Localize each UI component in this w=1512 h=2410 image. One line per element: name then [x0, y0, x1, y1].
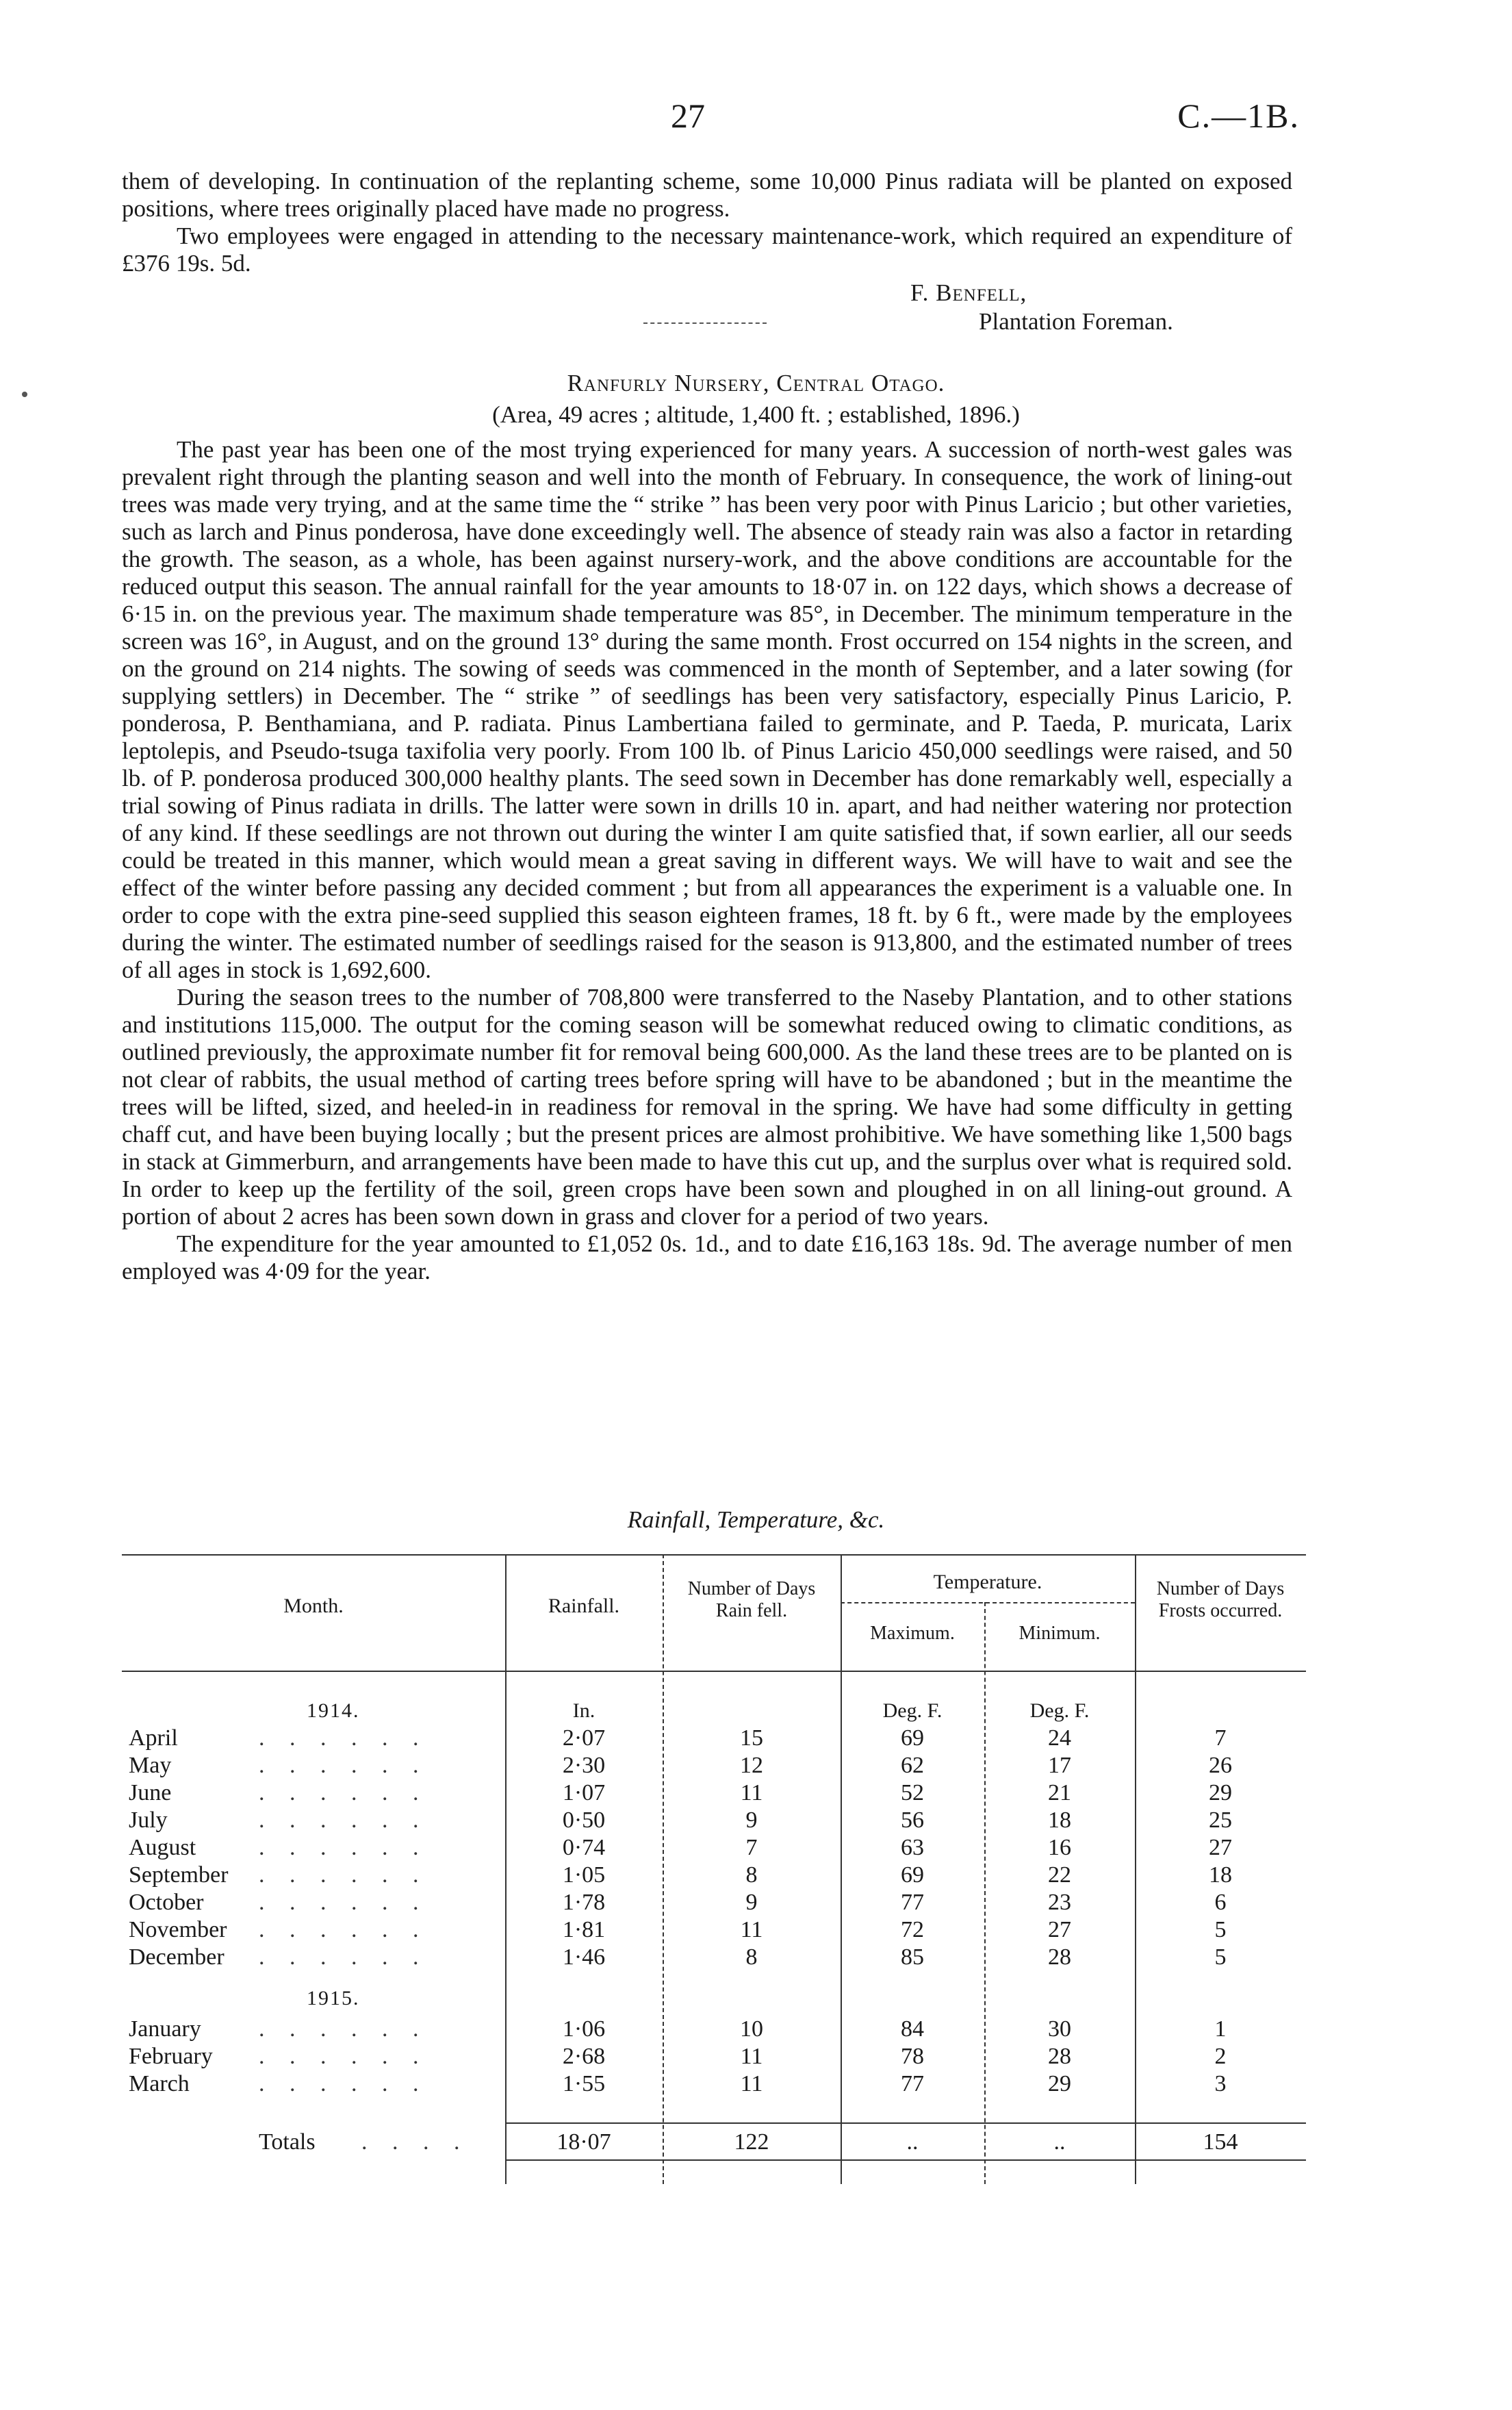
row-days: 11 [740, 2044, 763, 2069]
row-frosts: 27 [1209, 1835, 1232, 1860]
row-month: January [129, 2016, 201, 2042]
row-min: 18 [1048, 1808, 1071, 1833]
header-days-rain: Number of Days Rain fell. [687, 1578, 816, 1621]
row-month: August [129, 1835, 196, 1860]
row-max: 77 [901, 1890, 924, 1915]
row-frosts: 7 [1214, 1725, 1227, 1751]
row-max: 69 [901, 1862, 924, 1888]
row-max: 72 [901, 1917, 924, 1942]
row-month: July [129, 1808, 168, 1833]
row-month: March [129, 2071, 190, 2096]
row-min: 27 [1048, 1917, 1071, 1942]
unit-maximum: Deg. F. [882, 1699, 943, 1722]
row-frosts: 5 [1214, 1944, 1227, 1970]
row-max: 56 [901, 1808, 924, 1833]
totals-top-rule [505, 2122, 1306, 2124]
row-frosts: 3 [1214, 2071, 1227, 2096]
document-code: C.—1B. [1177, 97, 1300, 135]
row-rainfall: 0·74 [562, 1835, 606, 1860]
row-rainfall: 1·46 [562, 1944, 606, 1970]
row-days: 8 [745, 1862, 758, 1888]
row-month: June [129, 1780, 172, 1805]
row-leader: . . . . . . [259, 2044, 428, 2069]
row-frosts: 5 [1214, 1917, 1227, 1942]
header-month: Month. [283, 1595, 344, 1617]
row-min: 30 [1048, 2016, 1071, 2042]
unit-minimum: Deg. F. [1029, 1699, 1090, 1722]
row-frosts: 29 [1209, 1780, 1232, 1805]
row-min: 17 [1048, 1753, 1071, 1778]
row-leader: . . . . . . [259, 1944, 428, 1970]
table-top-rule [122, 1554, 1306, 1556]
row-month: February [129, 2044, 213, 2069]
row-days: 10 [740, 2016, 763, 2042]
row-min: 21 [1048, 1780, 1071, 1805]
row-min: 28 [1048, 1944, 1071, 1970]
row-max: 52 [901, 1780, 924, 1805]
row-month: September [129, 1862, 229, 1888]
row-max: 77 [901, 2071, 924, 2096]
row-leader: . . . . . . [259, 1753, 428, 1778]
intro-paragraph-1: them of developing. In continuation of the replanting scheme, some 10,000 Pinus radiata will be planted on exposed positions, where trees originally placed have made no progress. [122, 168, 1292, 222]
header-rainfall: Rainfall. [548, 1595, 620, 1617]
row-frosts: 2 [1214, 2044, 1227, 2069]
temperature-subrule [841, 1602, 1135, 1603]
section-paragraph-3: The expenditure for the year amounted to £1,052 0s. 1d., and to date £16,163 18s. 9d. The average number of men employed was 4·09 for the year. [122, 1230, 1292, 1284]
totals-rainfall: 18·07 [556, 2129, 611, 2155]
row-leader: . . . . . . [259, 2071, 428, 2096]
table-header-rule [122, 1671, 1306, 1672]
row-min: 16 [1048, 1835, 1071, 1860]
section-title: Ranfurly Nursery, Central Otago. [567, 370, 945, 396]
row-days: 11 [740, 1917, 763, 1942]
row-rainfall: 1·06 [562, 2016, 606, 2042]
row-rainfall: 2·68 [562, 2044, 606, 2069]
row-min: 22 [1048, 1862, 1071, 1888]
row-month: December [129, 1944, 225, 1970]
totals-days: 122 [734, 2129, 769, 2155]
header-maximum: Maximum. [870, 1623, 955, 1644]
row-min: 29 [1048, 2071, 1071, 2096]
row-month: May [129, 1753, 172, 1778]
row-max: 84 [901, 2016, 924, 2042]
header-frosts: Number of Days Frosts occurred. [1156, 1578, 1285, 1621]
row-max: 85 [901, 1944, 924, 1970]
row-rainfall: 1·81 [562, 1917, 606, 1942]
totals-max: .. [906, 2129, 919, 2155]
row-max: 69 [901, 1725, 924, 1751]
row-frosts: 25 [1209, 1808, 1232, 1833]
divider-dash [643, 322, 767, 324]
page-number: 27 [671, 97, 705, 135]
row-frosts: 26 [1209, 1753, 1232, 1778]
header-minimum: Minimum. [1018, 1623, 1101, 1644]
row-month: November [129, 1917, 227, 1942]
row-days: 11 [740, 1780, 763, 1805]
row-rainfall: 0·50 [562, 1808, 606, 1833]
row-days: 9 [745, 1808, 758, 1833]
section-paragraph-2: During the season trees to the number of 708,800 were transferred to the Naseby Plantation, and to other stations and institutions 115,000. The output for the coming season will be somewhat reduced owing to climatic conditions, as outlined previously, the approximate number fit for removal being 600,000. As the land these trees are to be planted on is not clear of rabbits, the usual method of carting trees before spring will have to be abandoned ; but in the meantime the trees will be lifted, sized, and heeled-in in readiness for removal in the spring. We have had some difficulty in getting chaff cut, and have been buying locally ; but the present prices are almost prohibitive. We have something like 1,500 bags in stack at Gimmerburn, and arrangements have been made to have this cut up, and the surplus over what is required sold. In order to keep up the fertility of the soil, green crops have been sown and ploughed in on all lining-out ground. A portion of about 2 acres has been sown down in grass and clover for a period of two years. [122, 984, 1292, 1230]
section-paragraph-1: The past year has been one of the most trying experienced for many years. A succession of north-west gales was prevalent right through the planting season and well into the month of February. In consequence, the work of lining-out trees was made very trying, and at the same time the “ strike ” has been very poor with Pinus Laricio ; but other varieties, such as larch and Pinus ponderosa, have done exceedingly well. The absence of steady rain was also a factor in retarding the growth. The season, as a whole, has been against nursery-work, and the above conditions are accountable for the reduced output this season. The annual rainfall for the year amounts to 18·07 in. on 122 days, which shows a decrease of 6·15 in. on the previous year. The maximum shade temperature was 85°, in December. The minimum temperature in the screen was 16°, in August, and on the ground 13° during the same month. Frost occurred on 154 nights in the screen, and on the ground on 214 nights. The sowing of seeds was commenced in the month of September, and a later sowing (for supplying settlers) in December. The “ strike ” of seedlings has been very satisfactory, especially Pinus Laricio, P. ponderosa, P. Benthamiana, and P. radiata. Pinus Lambertiana failed to germinate, and P. Taeda, P. muricata, Larix leptolepis, and Pseudo-tsuga taxifolia very poorly. From 100 lb. of Pinus Laricio 450,000 seedlings were raised, and 50 lb. of P. ponderosa produced 300,000 healthy plants. The seed sown in December has done remarkably well, especially a trial sowing of Pinus radiata in drills. The latter were sown in drills 10 in. apart, and had neither watering nor protection of any kind. If these seedlings are not thrown out during the winter I am quite satisfied that, if sown earlier, all our seeds could be treated in this manner, which would mean a great saving in different ways. We will have to wait and see the effect of the winter before passing any decided comment ; but from all appearances the experiment is a valuable one. In order to cope with the extra pine-seed supplied this season eighteen frames, 18 ft. by 6 ft., were made by the employees during the winter. The estimated number of seedlings raised for the season is 913,800, and the estimated number of trees of all ages in stock is 1,692,600. [122, 436, 1292, 983]
row-days: 8 [745, 1944, 758, 1970]
row-rainfall: 1·07 [562, 1780, 606, 1805]
intro-paragraph-2: Two employees were engaged in attending to the necessary maintenance-work, which required an expenditure of £376 19s. 5d. [122, 223, 1292, 277]
row-leader: . . . . . . [259, 1808, 428, 1833]
totals-bottom-rule [505, 2159, 1306, 2161]
intro-text [122, 168, 1292, 277]
signature-title: Plantation Foreman. [979, 308, 1173, 335]
row-frosts: 18 [1209, 1862, 1232, 1888]
row-leader: . . . . . . [259, 1725, 428, 1751]
unit-rainfall: In. [572, 1699, 595, 1722]
row-days: 7 [745, 1835, 758, 1860]
row-rainfall: 2·30 [562, 1753, 606, 1778]
row-min: 24 [1048, 1725, 1071, 1751]
row-month: April [129, 1725, 178, 1751]
row-month: October [129, 1890, 204, 1915]
row-days: 11 [740, 2071, 763, 2096]
row-leader: . . . . . . [259, 1780, 428, 1805]
signature-name: F. Benfell, [910, 279, 1027, 306]
row-leader: . . . . [361, 2129, 470, 2155]
header-temperature: Temperature. [933, 1571, 1042, 1593]
row-leader: . . . . . . [259, 1835, 428, 1860]
row-days: 15 [740, 1725, 763, 1751]
row-min: 28 [1048, 2044, 1071, 2069]
rainfall-table [122, 1554, 1306, 2184]
row-leader: . . . . . . [259, 1890, 428, 1915]
row-frosts: 1 [1214, 2016, 1227, 2042]
row-leader: . . . . . . [259, 1862, 428, 1888]
section-subtitle: (Area, 49 acres ; altitude, 1,400 ft. ; established, 1896.) [492, 401, 1020, 428]
row-days: 12 [740, 1753, 763, 1778]
row-rainfall: 1·55 [562, 2071, 606, 2096]
row-max: 63 [901, 1835, 924, 1860]
table-caption: Rainfall, Temperature, &c. [627, 1506, 885, 1533]
totals-min: .. [1053, 2129, 1066, 2155]
row-min: 23 [1048, 1890, 1071, 1915]
year-1915: 1915. [307, 1987, 360, 2009]
row-leader: . . . . . . [259, 2016, 428, 2042]
row-max: 62 [901, 1753, 924, 1778]
row-rainfall: 2·07 [562, 1725, 606, 1751]
totals-label: Totals [259, 2129, 316, 2155]
row-frosts: 6 [1214, 1890, 1227, 1915]
section-text [122, 436, 1292, 1285]
year-1914: 1914. [307, 1699, 360, 1722]
row-rainfall: 1·78 [562, 1890, 606, 1915]
totals-frosts: 154 [1203, 2129, 1238, 2155]
row-leader: . . . . . . [259, 1917, 428, 1942]
row-rainfall: 1·05 [562, 1862, 606, 1888]
row-max: 78 [901, 2044, 924, 2069]
row-days: 9 [745, 1890, 758, 1915]
